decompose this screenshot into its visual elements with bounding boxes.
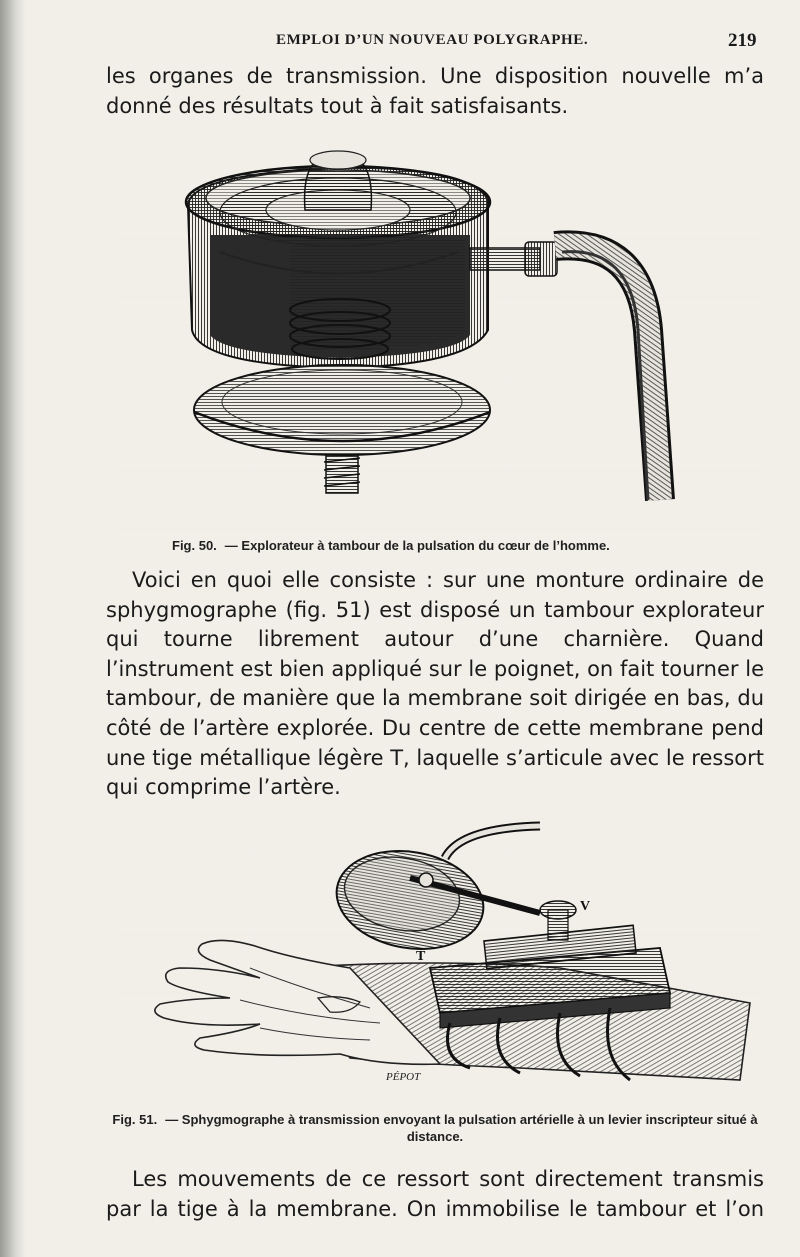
figure-50-drum-explorer bbox=[170, 140, 690, 535]
figure-50-caption-text: — Explorateur à tambour de la pulsation du cœur de l’homme. bbox=[224, 538, 610, 553]
figure-51-sphygmograph bbox=[140, 818, 760, 1100]
page-number: 219 bbox=[728, 30, 757, 51]
figure-50-label: Fig. 50. bbox=[172, 538, 217, 553]
binding-shadow bbox=[0, 0, 26, 1257]
running-head: EMPLOI D’UN NOUVEAU POLYGRAPHE. bbox=[276, 32, 589, 48]
paragraph-2: Voici en quoi elle consiste : sur une monture ordinaire de sphygmographe (fig. 51) est disposé un tambour explorateur qui tourne librement autour d’une charnière. Quand l’instrument est bien appliqué sur le poignet, on fait tourner le tambour, de manière que la membrane soit dirigée en bas, du côté de l’artère explorée. Du centre de cette membrane pend une tige métallique légère T, laquelle s’articule avec le ressort qui comprime l’artère. bbox=[106, 568, 764, 800]
paragraph-3: Les mouvements de ce ressort sont directement transmis par la tige à la membrane. On immobilise le tambour et l’on bbox=[106, 1167, 764, 1221]
letter-v: V bbox=[580, 899, 591, 914]
engraver-signature: PÉPOT bbox=[386, 1071, 421, 1083]
figure-51-caption bbox=[106, 1111, 764, 1145]
letter-t: T bbox=[416, 949, 426, 964]
figure-51-label: Fig. 51. bbox=[112, 1112, 158, 1127]
page-header bbox=[0, 30, 800, 56]
figure-51-caption-text: — Sphygmographe à transmission envoyant la pulsation artérielle à un levier inscripteur situé à distance. bbox=[165, 1112, 758, 1144]
paragraph-1: les organes de transmission. Une disposition nouvelle m’a donné des résultats tout à fait satisfaisants. bbox=[106, 64, 764, 118]
figure-50-caption bbox=[172, 537, 732, 554]
